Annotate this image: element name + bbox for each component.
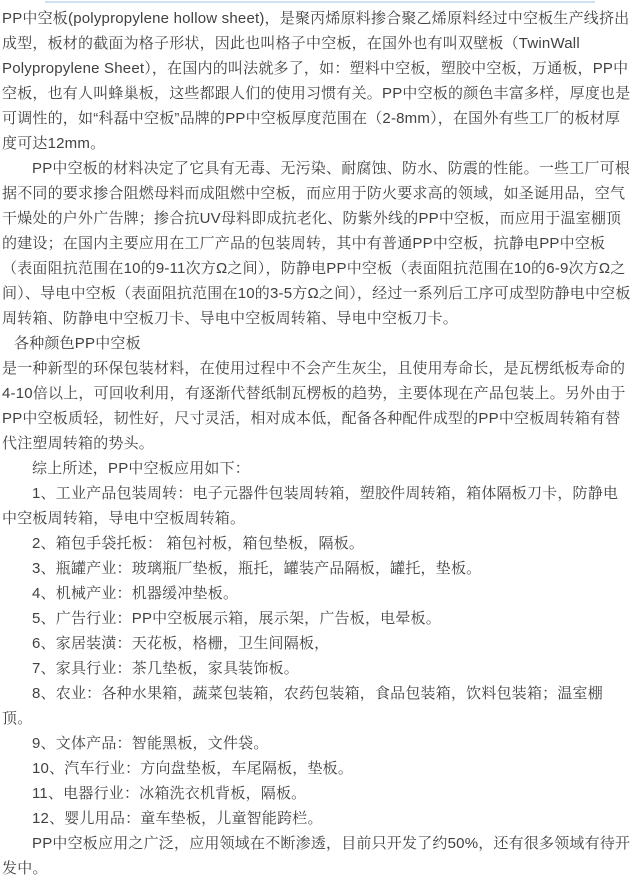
paragraph: 各种颜色PP中空板 <box>14 335 141 352</box>
paragraph: 5、广告行业：PP中空板展示箱，展示架，广告板，电晕板。 <box>32 610 441 627</box>
paragraph: 6、家居装潢：天花板，格栅，卫生间隔板， <box>32 635 330 652</box>
paragraph: 11、电器行业：冰箱洗衣机背板，隔板。 <box>32 785 307 802</box>
paragraph: PP中空板的材料决定了它具有无毒、无污染、耐腐蚀、防水、防震的性能。一些工厂可根据不同的要求掺合阻燃母料而成阻燃中空板，而应用于防火要求高的领域，如圣诞用品，空气干燥处的户外广告牌；掺合抗UV母料即成抗老化、防紫外线的PP中空板，而应用于温室棚顶的建设；在国内主要应用在工厂产品的包装周转，其中有普通PP中空板，抗静电PP中空板（表面阻抗范围在10的9-11次方Ω之间），防静电PP中空板（表面阻抗范围在10的6-9次方Ω之间）、导电中空板（表面阻抗范围在10的3-5方Ω之间），经过一系列后工序可成型防静电中空板周转箱、防静电中空板刀卡、导电中空板周转箱、导电中空板刀卡。 <box>2 160 631 327</box>
paragraph: 7、家具行业：茶几垫板，家具装饰板。 <box>32 660 299 677</box>
paragraph: 4、机械产业：机器缓冲垫板。 <box>32 585 239 602</box>
paragraph: 10、汽车行业：方向盘垫板，车尾隔板，垫板。 <box>32 760 354 777</box>
paragraph: PP中空板应用之广泛，应用领域在不断渗透，目前只开发了约50%，还有很多领域有待开发中。 <box>2 835 631 877</box>
paragraph: 是一种新型的环保包装材料，在使用过程中不会产生灰尘，且使用寿命长，是瓦楞纸板寿命的4-10倍以上，可回收利用，有逐渐代替纸制瓦楞板的趋势，主要体现在产品包装上。另外由于PP中空板质轻，韧性好，尺寸灵活，相对成本低，配备各种配件成型的PP中空板周转箱有替代注塑周转箱的势头。 <box>2 360 626 452</box>
paragraph: 12、婴儿用品：童车垫板，儿童智能跨栏。 <box>32 810 323 827</box>
paragraph: 1、工业产品包装周转：电子元器件包装周转箱，塑胶件周转箱，箱体隔板刀卡，防静电中空板周转箱，导电中空板周转箱。 <box>2 485 619 527</box>
paragraph: 3、瓶罐产业：玻璃瓶厂垫板，瓶托，罐装产品隔板，罐托，垫板。 <box>32 560 482 577</box>
paragraph: PP中空板(polypropylene hollow sheet)，是聚丙烯原料掺合聚乙烯原料经过中空板生产线挤出成型，板材的截面为格子形状，因此也叫格子中空板，在国外也有叫双壁板（TwinWall Polypropylene Sheet），在国内的叫法就多了，如：塑料中空板，塑胶中空板，万通板，PP中空板，也有人叫蜂巢板，这些都跟人们的使用习惯有关。PP中空板的颜色丰富多样，厚度也是可调性的，如“科磊中空板”品牌的PP中空板厚度范围在（2-8mm），在国外有些工厂的板材厚度可达12mm。 <box>2 10 631 152</box>
paragraph: 2、箱包手袋托板： 箱包衬板，箱包垫板，隔板。 <box>32 535 365 552</box>
paragraph: 综上所述，PP中空板应用如下： <box>32 460 251 477</box>
paragraph: 9、文体产品：智能黑板，文件袋。 <box>32 735 269 752</box>
paragraph: 8、农业：各种水果箱，蔬菜包装箱，农药包装箱，食品包装箱，饮料包装箱；温室棚顶。 <box>2 685 603 727</box>
top-divider-line <box>45 1 595 3</box>
